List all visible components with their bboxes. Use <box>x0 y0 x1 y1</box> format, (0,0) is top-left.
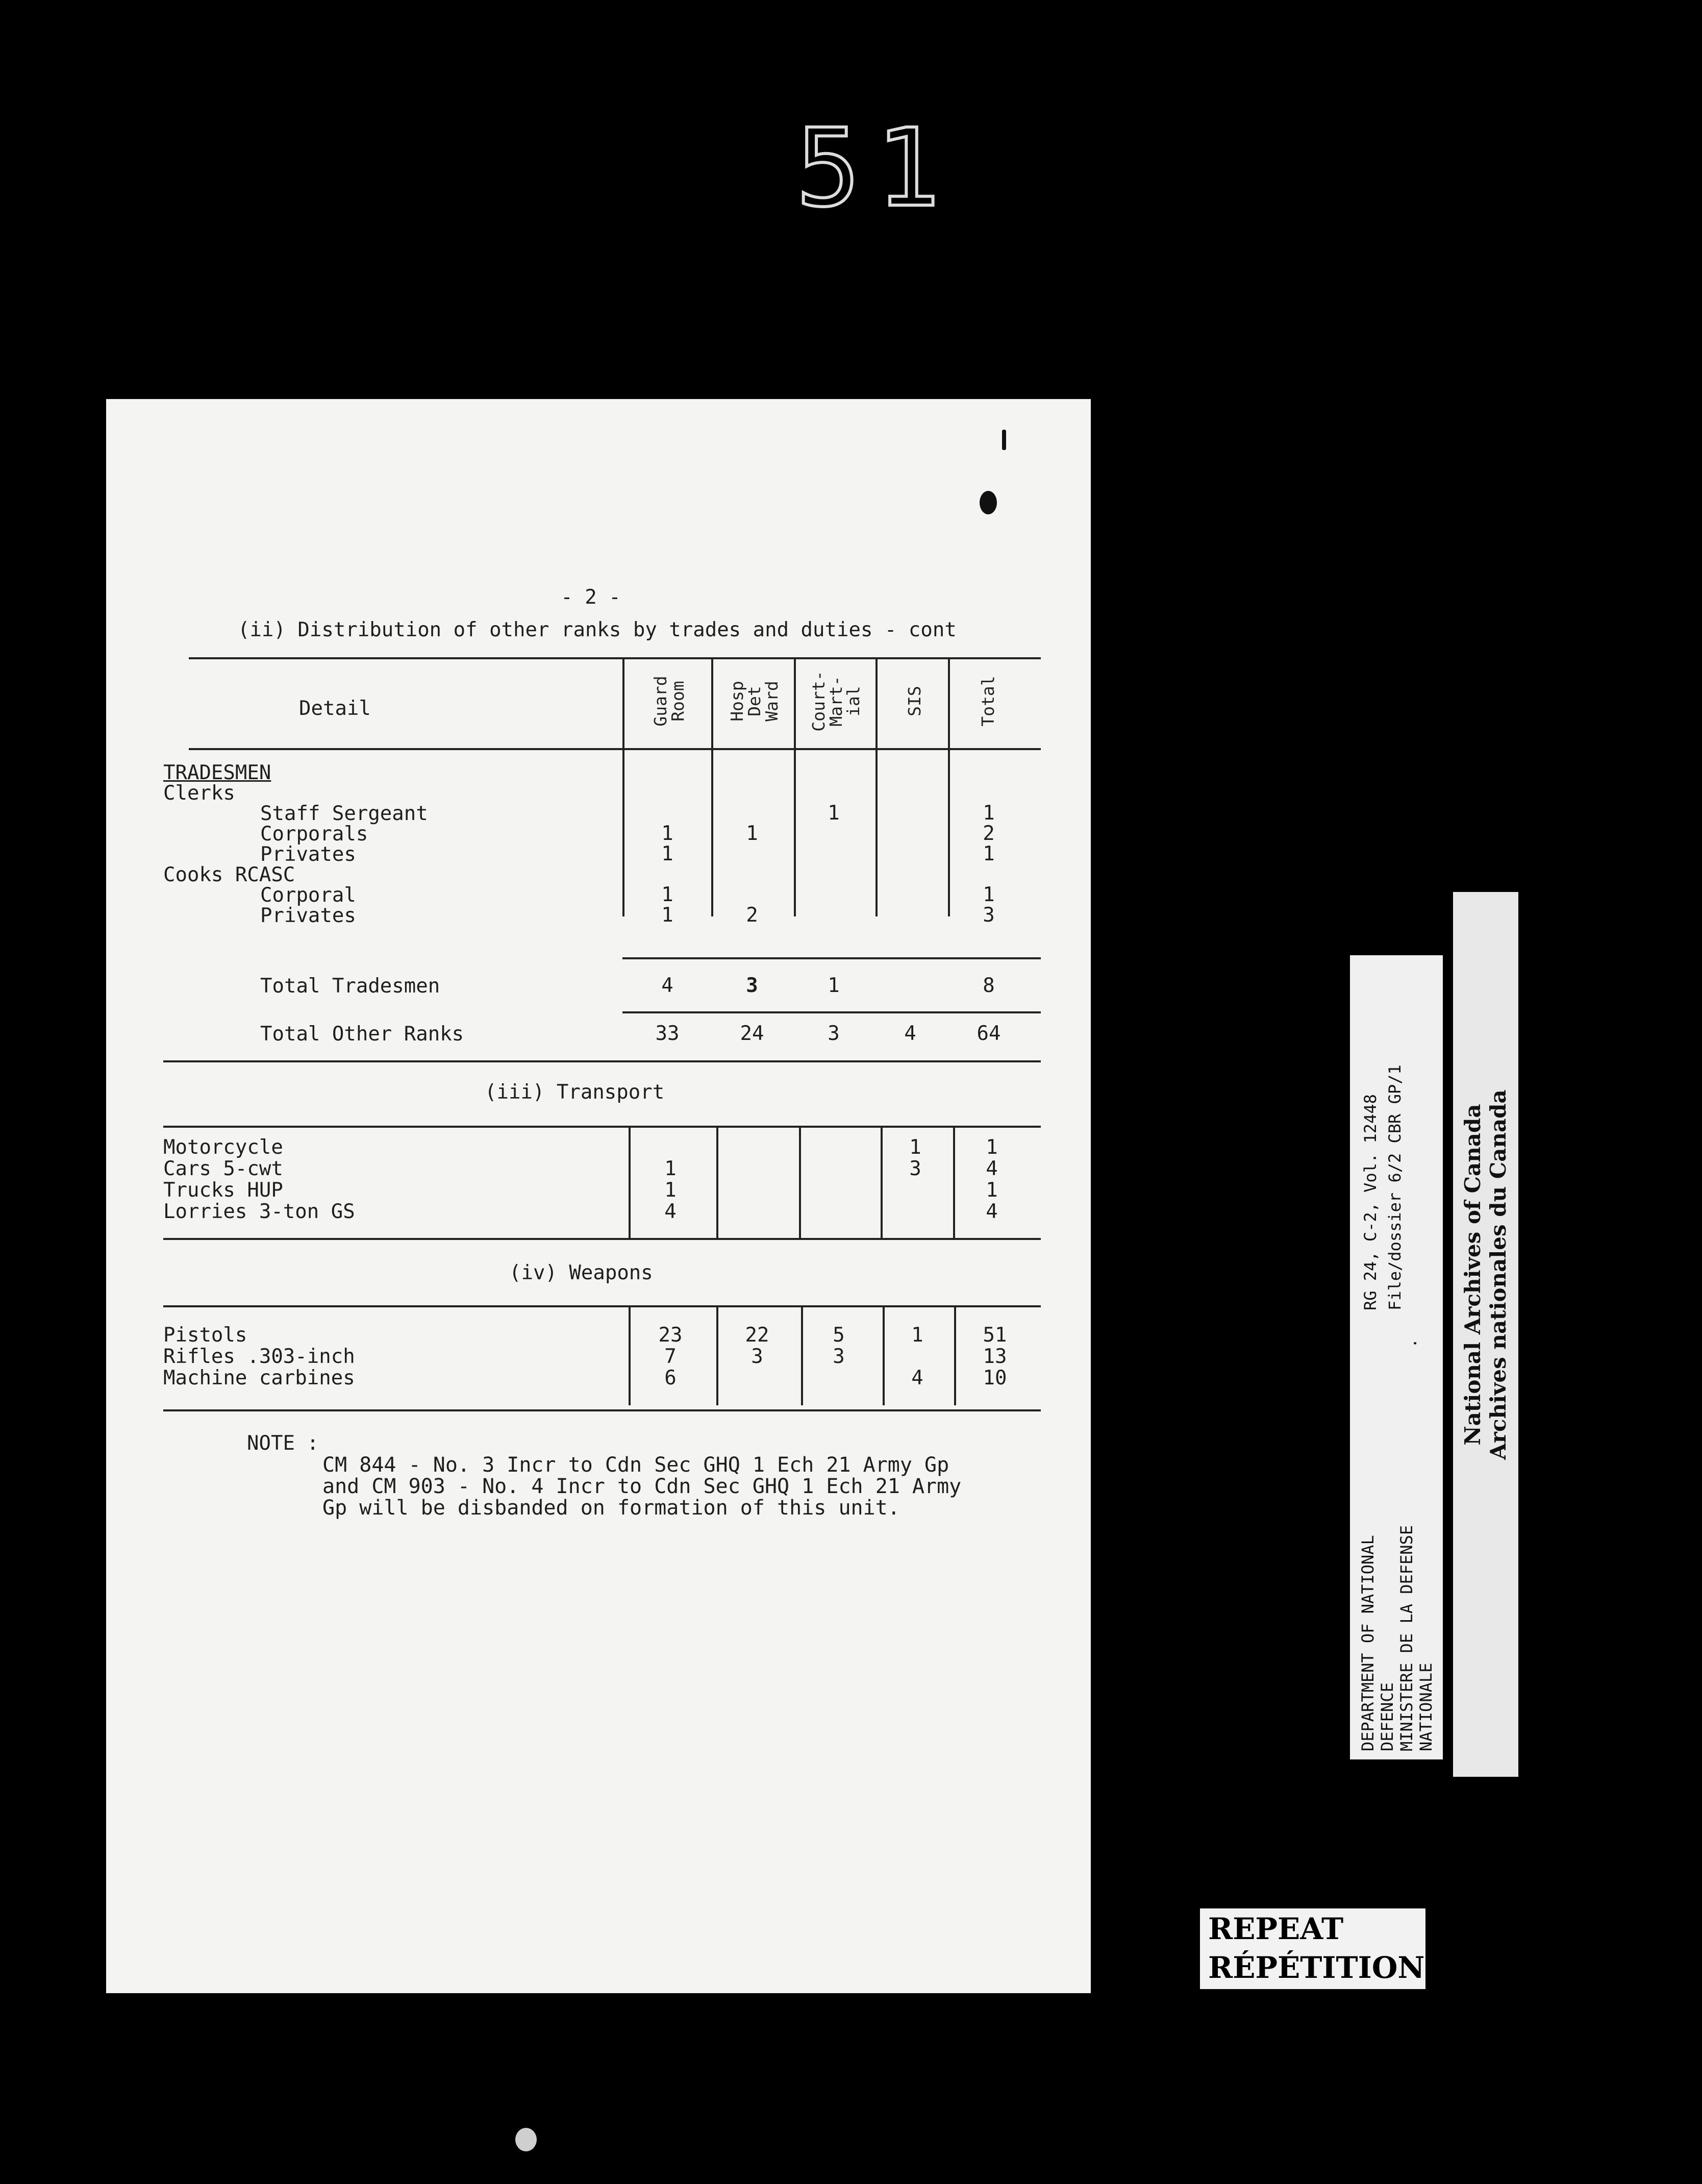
column-divider <box>954 1305 956 1405</box>
table-rule <box>189 657 1041 659</box>
total-other-ranks-label: Total Other Ranks <box>260 1023 464 1046</box>
transport-guard-values: 1 1 4 <box>664 1157 677 1223</box>
staff-sergeant-label: Staff Sergeant <box>260 802 428 825</box>
column-divider <box>622 657 624 916</box>
transport-total-values: 1 4 1 4 <box>986 1136 998 1223</box>
archive-dot: . <box>1401 1338 1420 1348</box>
column-header-guard-room: Guard Room <box>650 676 688 727</box>
transport-sis-values: 1 3 <box>909 1136 921 1180</box>
column-divider <box>883 1305 885 1405</box>
weapons-hosp-values: 22 3 <box>745 1324 769 1368</box>
document-page <box>106 399 1091 1993</box>
ink-smudge <box>980 491 997 514</box>
total-other-ranks-hosp: 24 <box>740 1022 764 1045</box>
dust-speck <box>515 2128 537 2151</box>
column-divider <box>948 657 950 916</box>
column-header-total: Total <box>978 676 998 727</box>
table-rule <box>622 957 1041 959</box>
frame-number: 51 <box>796 106 956 231</box>
tradesmen-heading: TRADESMEN <box>163 761 271 784</box>
column-header-court-martial: Court- Mart- ial <box>809 671 863 732</box>
column-divider <box>953 1126 955 1238</box>
table-rule <box>163 1060 1041 1062</box>
column-divider <box>629 1305 631 1405</box>
ink-smudge <box>1002 430 1006 450</box>
table-rule <box>163 1126 1041 1128</box>
total-tradesmen-guard: 4 <box>661 974 673 997</box>
table-rule <box>163 1238 1041 1240</box>
total-other-ranks-total: 64 <box>977 1022 1001 1045</box>
column-header-detail: Detail <box>299 697 371 720</box>
corporal-label: Corporal <box>260 884 356 907</box>
column-header-sis: SIS <box>905 686 924 716</box>
total-tradesmen-label: Total Tradesmen <box>260 975 440 998</box>
weapons-items: Pistols Rifles .303-inch Machine carbines <box>163 1324 355 1389</box>
repeat-stamp: REPEAT RÉPÉTITION <box>1200 1908 1425 1989</box>
transport-heading: (iii) Transport <box>485 1081 665 1104</box>
corporals-label: Corporals <box>260 823 368 846</box>
total-tradesmen-hosp: 3 <box>746 974 758 997</box>
national-archives-name: National Archives of Canada Archives nationales du Canada <box>1460 1089 1511 1460</box>
column-divider <box>716 1305 718 1405</box>
cooks-label: Cooks RCASC <box>163 863 295 886</box>
total-values: 1 2 1 1 3 <box>983 802 995 927</box>
guard-room-values: 1 1 1 1 <box>661 822 673 927</box>
weapons-total-values: 51 13 10 <box>983 1324 1007 1389</box>
privates-label: Privates <box>260 904 356 927</box>
total-other-ranks-guard: 33 <box>655 1022 680 1045</box>
column-divider <box>716 1126 718 1238</box>
archive-department: DEPARTMENT OF NATIONAL DEFENCE MINISTERE DE LA DEFENSE NATIONALE <box>1358 1525 1436 1751</box>
table-rule <box>163 1409 1041 1411</box>
total-other-ranks-court: 3 <box>828 1022 840 1045</box>
archive-reference: RG 24, C-2, Vol. 12448 File/dossier 6/2 CBR GP/1 <box>1361 1064 1405 1310</box>
clerks-label: Clerks <box>163 782 235 805</box>
note-label: NOTE : <box>247 1432 319 1455</box>
column-divider <box>629 1126 631 1238</box>
weapons-sis-values: 1 4 <box>911 1324 923 1389</box>
column-header-hosp-det-ward: Hosp Det Ward <box>727 681 782 722</box>
total-tradesmen-total: 8 <box>983 974 995 997</box>
column-divider <box>875 657 878 916</box>
hosp-values: 1 2 <box>746 822 758 927</box>
column-divider <box>801 1305 803 1405</box>
column-divider <box>711 657 713 916</box>
total-other-ranks-sis: 4 <box>904 1022 916 1045</box>
archive-reference-label <box>1350 955 1443 1759</box>
page-number: - 2 - <box>561 586 621 609</box>
total-tradesmen-court: 1 <box>828 974 840 997</box>
transport-items: Motorcycle Cars 5-cwt Trucks HUP Lorries 3-ton GS <box>163 1136 355 1223</box>
section-heading: (ii) Distribution of other ranks by trades and duties - cont <box>238 618 957 641</box>
weapons-guard-values: 23 7 6 <box>658 1324 683 1389</box>
weapons-heading: (iv) Weapons <box>509 1261 653 1284</box>
court-martial-values: 1 <box>828 802 840 825</box>
column-divider <box>794 657 796 916</box>
column-divider <box>881 1126 883 1238</box>
note-text: CM 844 - No. 3 Incr to Cdn Sec GHQ 1 Ech 21 Army Gp and CM 903 - No. 4 Incr to Cdn Sec GHQ 1 Ech 21 Army Gp will be disbanded on formation of this unit. <box>322 1453 962 1520</box>
column-divider <box>799 1126 801 1238</box>
table-rule <box>189 748 1041 750</box>
table-rule <box>622 1011 1041 1013</box>
privates-label: Privates <box>260 843 356 866</box>
national-archives-label <box>1453 892 1518 1777</box>
weapons-court-values: 5 3 <box>833 1324 845 1368</box>
table-rule <box>163 1305 1041 1307</box>
